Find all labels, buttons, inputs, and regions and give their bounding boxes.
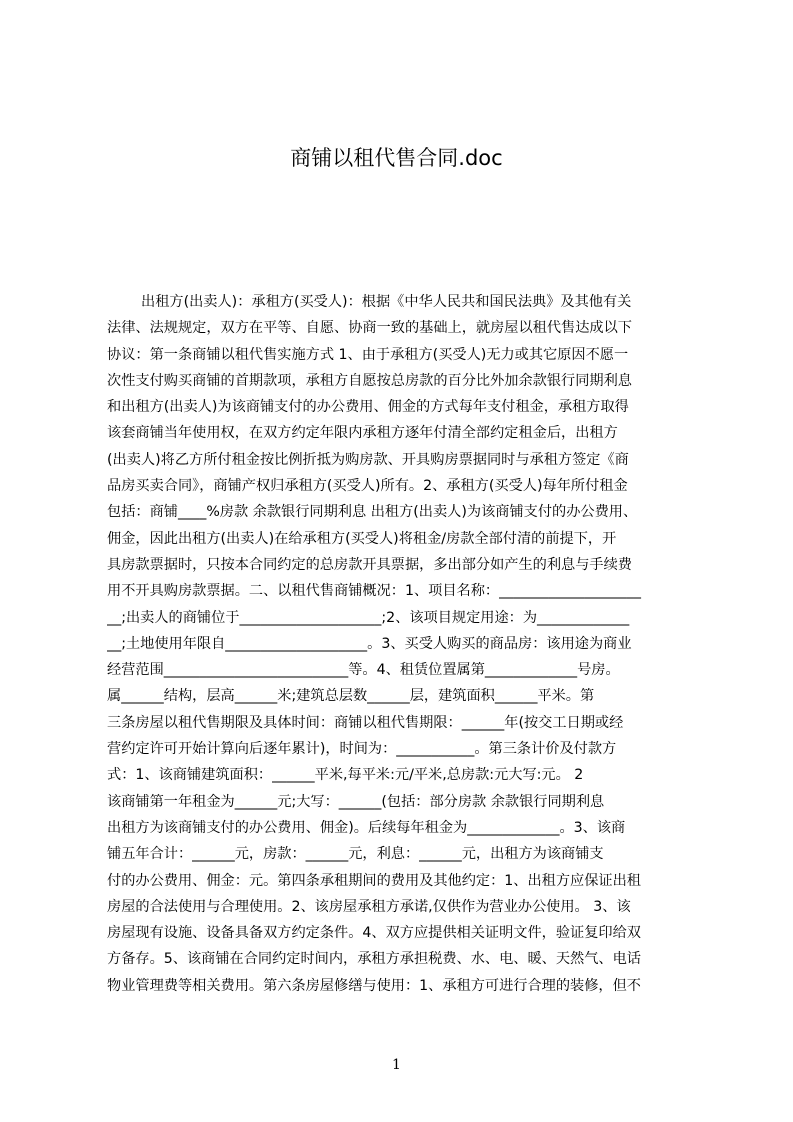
text-line: 经营范围__________________________等。4、租赁位置属第_____________号房。 [107,662,620,679]
text-line: 法律、法规规定，双方在平等、自愿、协商一致的基础上，就房屋以租代售达成以下 [107,320,632,337]
text-line: 协议：第一条商铺以租代售实施方式 1、由于承租方(买受人)无力或其它原因不愿一 [107,346,629,363]
text-line: 方备存。5、该商铺在合同约定时间内，承租方承担税费、水、电、暖、天然气、电话 [107,951,641,968]
text-line: 品房买卖合同》，商铺产权归承租方(买受人)所有。2、承租方(买受人)每年所付租金 [107,478,628,495]
text-line: 房屋现有设施、设备具备双方约定条件。4、双方应提供相关证明文件，验证复印给双 [107,925,641,942]
text-line: 该商铺第一年租金为______元;大写：______(包括：部分房款 余款银行同期利息 [107,793,605,810]
text-line: 铺五年合计：______元，房款：______元，利息：______元，出租方为该商铺支 [107,846,604,863]
document-title: 商铺以租代售合同.doc [290,146,503,170]
contract-body [107,289,697,999]
page-number: 1 [392,1057,401,1073]
text-line: 具房款票据时，只按本合同约定的总房款开具票据，多出部分如产生的利息与手续费 [107,556,632,573]
text-line: 出租方(出卖人)：承租方(买受人)：根据《中华人民共和国民法典》及其他有关 [141,294,632,310]
text-line: 包括：商铺____%房款 余款银行同期利息 出租方(出卖人)为该商铺支付的办公费用、 [107,504,638,521]
text-line: 三条房屋以租代售期限及具体时间：商铺以租代售期限：______年(按交工日期或经 [107,714,624,731]
text-line: 该套商铺当年使用权，在双方约定年限内承租方逐年付清全部约定租金后，出租方 [107,425,618,442]
text-line: 付的办公费用、佣金：元。第四条承租期间的费用及其他约定：1、出租方应保证出租 [107,872,641,889]
text-line: 物业管理费等相关费用。第六条房屋修缮与使用：1、承租方可进行合理的装修，但不 [107,977,641,994]
text-line: 式：1、该商铺建筑面积：______平米,每平米:元/平米,总房款:元大写:元。 2 [107,767,584,784]
text-line: 出租方为该商铺支付的办公费用、佣金)。后续每年租金为_____________。3、该商 [107,819,626,836]
text-line: (出卖人)将乙方所付租金按比例折抵为购房款、开具购房票据同时与承租方签定《商 [107,451,629,468]
text-line: __;出卖人的商铺位于____________________;2、该项目规定用途：为_____________ [107,609,630,626]
text-line: 用不开具购房款票据。二、以租代售商铺概况：1、项目名称：____________________ [107,583,641,600]
text-line: 次性支付购买商铺的首期款项，承租方自愿按总房款的百分比外加余款银行同期利息 [107,372,632,389]
text-line: __;土地使用年限自____________________。3、买受人购买的商品房：该用途为商业 [107,635,632,652]
text-line: 属______结构，层高______米;建筑总层数______层，建筑面积______平米。第 [107,688,595,705]
text-line: 房屋的合法使用与合理使用。2、该房屋承租方承诺,仅供作为营业办公使用。 3、该 [107,898,631,915]
text-line: 营约定许可开始计算向后逐年累计)，时间为：___________。第三条计价及付款方 [107,741,617,758]
text-line: 佣金，因此出租方(出卖人)在给承租方(买受人)将租金/房款全部付清的前提下，开 [107,530,617,547]
text-line: 和出租方(出卖人)为该商铺支付的办公费用、佣金的方式每年支付租金，承租方取得 [107,399,629,416]
